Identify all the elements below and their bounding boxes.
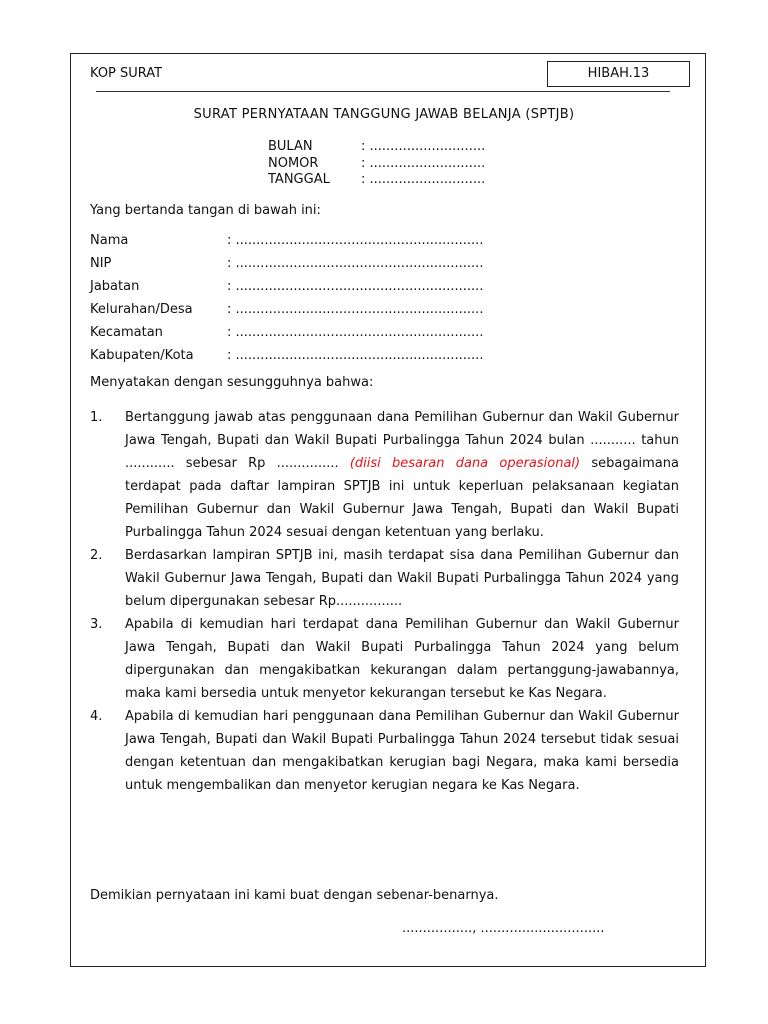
field-label: Kelurahan/Desa bbox=[90, 302, 193, 317]
field-label: Jabatan bbox=[90, 279, 140, 294]
item-number: 4. bbox=[90, 709, 103, 724]
statement-list bbox=[90, 406, 679, 797]
item-number: 2. bbox=[90, 548, 103, 563]
list-item bbox=[90, 705, 679, 797]
field-label: Kabupaten/Kota bbox=[90, 348, 194, 363]
meta-row-nomor bbox=[268, 156, 485, 173]
item-number: 3. bbox=[90, 617, 103, 632]
meta-label: TANGGAL bbox=[268, 172, 330, 187]
operational-fund-note: (diisi besaran dana operasional) bbox=[349, 456, 581, 471]
field-value: : ............................................................ bbox=[227, 256, 484, 271]
field-label: Kecamatan bbox=[90, 325, 163, 340]
field-row-kecamatan bbox=[90, 321, 483, 344]
meta-value: : ............................ bbox=[361, 155, 486, 171]
header-divider bbox=[96, 91, 670, 92]
item-number: 1. bbox=[90, 410, 103, 425]
field-value: : ............................................................ bbox=[227, 279, 484, 294]
form-code-box: HIBAH.13 bbox=[547, 61, 690, 87]
item-text: Apabila di kemudian hari terdapat dana Pemilihan Gubernur dan Wakil Gubernur Jawa Tengah, Bupati dan Wakil Bupati Purbalingga Tahun 2024 yang belum dipergunakan dan mengakibatkan kekurangan dalam pertanggung-jawabannya, maka kami bersedia untuk menyetor kekurangan tersebut ke Kas Negara. bbox=[125, 617, 679, 701]
field-label: Nama bbox=[90, 233, 129, 248]
field-row-kelurahan bbox=[90, 298, 483, 321]
place-date-line: ................., .............................. bbox=[402, 921, 605, 936]
meta-row-tanggal bbox=[268, 172, 485, 189]
field-row-nip bbox=[90, 252, 483, 275]
meta-value: : ............................ bbox=[361, 139, 486, 154]
field-value: : ............................................................ bbox=[227, 233, 484, 248]
letterhead-label: KOP SURAT bbox=[90, 66, 163, 81]
item-text-part: Bertanggung jawab atas penggunaan dana Pemilihan Gubernur dan Wakil Gubernur Jawa Tengah, Bupati dan Wakil Bupati Purbalingga Tahun 2024 bulan ........... tahun ............ sebesar Rp ............... bbox=[125, 410, 679, 471]
list-item bbox=[90, 406, 679, 544]
list-item bbox=[90, 613, 679, 705]
list-item bbox=[90, 544, 679, 613]
meta-value: : ............................ bbox=[361, 172, 486, 187]
identity-fields bbox=[90, 229, 483, 367]
item-text-part: sebagaimana terdapat pada daftar lampiran SPTJB ini untuk keperluan pelaksanaan kegiatan Pemilihan Gubernur dan Wakil Gubernur Jawa Tengah, Bupati dan Wakil Bupati Purbalingga Tahun 2024 sesuai dengan ketentuan yang berlaku. bbox=[125, 456, 679, 540]
item-text bbox=[125, 406, 679, 544]
meta-label: NOMOR bbox=[268, 155, 319, 171]
field-label: NIP bbox=[90, 256, 112, 271]
field-value: : ............................................................ bbox=[227, 348, 484, 363]
field-row-jabatan bbox=[90, 275, 483, 298]
field-value: : ............................................................ bbox=[227, 302, 484, 317]
declaration-lead: Menyatakan dengan sesungguhnya bahwa: bbox=[90, 375, 374, 390]
intro-text: Yang bertanda tangan di bawah ini: bbox=[90, 203, 321, 218]
meta-row-bulan bbox=[268, 139, 485, 156]
document-title: SURAT PERNYATAAN TANGGUNG JAWAB BELANJA (SPTJB) bbox=[193, 107, 575, 122]
closing-statement: Demikian pernyataan ini kami buat dengan sebenar-benarnya. bbox=[90, 888, 499, 903]
field-row-kabupaten bbox=[90, 344, 483, 367]
meta-label: BULAN bbox=[268, 139, 313, 154]
item-text: Apabila di kemudian hari penggunaan dana Pemilihan Gubernur dan Wakil Gubernur Jawa Tengah, Bupati dan Wakil Bupati Purbalingga Tahun 2024 tersebut tidak sesuai dengan ketentuan dan mengakibatkan kerugian bagi Negara, maka kami bersedia untuk mengembalikan dan menyetor kerugian negara ke Kas Negara. bbox=[125, 709, 679, 793]
meta-block bbox=[268, 139, 485, 189]
field-row-nama bbox=[90, 229, 483, 252]
item-text: Berdasarkan lampiran SPTJB ini, masih terdapat sisa dana Pemilihan Gubernur dan Wakil Gubernur Jawa Tengah, Bupati dan Wakil Bupati Purbalingga Tahun 2024 yang belum dipergunakan sebesar Rp................ bbox=[125, 548, 679, 609]
field-value: : ............................................................ bbox=[227, 325, 484, 340]
